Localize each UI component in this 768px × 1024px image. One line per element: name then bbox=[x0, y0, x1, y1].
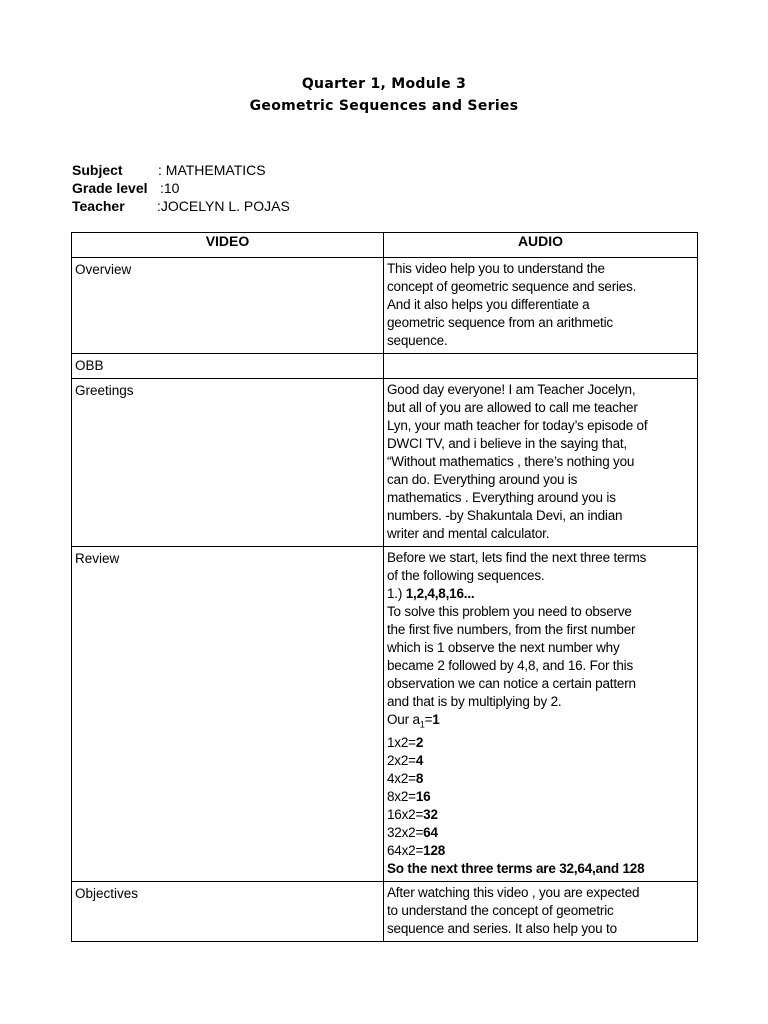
audio-line: numbers. -by Shakuntala Devi, an indian bbox=[387, 508, 623, 523]
audio-line: This video help you to understand the bbox=[387, 261, 605, 276]
audio-line: concept of geometric sequence and series. bbox=[387, 279, 637, 294]
table-row bbox=[72, 881, 698, 941]
audio-cell bbox=[384, 354, 698, 379]
teacher-value: :JOCELYN L. POJAS bbox=[157, 198, 290, 214]
step-line bbox=[387, 824, 694, 842]
audio-cell bbox=[384, 379, 698, 547]
video-cell: Review bbox=[72, 547, 384, 882]
script-table bbox=[71, 232, 698, 942]
subject-value: : MATHEMATICS bbox=[158, 162, 266, 178]
step-expression: 64x2= bbox=[387, 842, 424, 858]
step-result: 64 bbox=[423, 824, 438, 840]
problem-sequence: 1,2,4,8,16... bbox=[405, 586, 475, 601]
audio-line: mathematics . Everything around you is bbox=[387, 490, 616, 505]
step-result: 32 bbox=[423, 806, 438, 822]
first-term-equals: = bbox=[424, 712, 433, 727]
audio-line: which is 1 observe the next number why bbox=[387, 640, 620, 655]
step-result: 16 bbox=[415, 788, 431, 804]
audio-line: To solve this problem you need to observe bbox=[387, 604, 632, 619]
step-expression: 32x2= bbox=[387, 824, 424, 840]
table-row bbox=[72, 547, 698, 882]
step-expression: 16x2= bbox=[387, 806, 424, 822]
audio-line: became 2 followed by 4,8, and 16. For this bbox=[387, 658, 633, 673]
step-result: 2 bbox=[415, 734, 424, 750]
step-line bbox=[387, 842, 694, 860]
video-column-header: VIDEO bbox=[72, 233, 384, 258]
first-term-value: 1 bbox=[432, 712, 440, 727]
first-term-subscript: 1 bbox=[419, 719, 425, 730]
table-header-row bbox=[72, 233, 698, 258]
step-expression: 4x2= bbox=[387, 770, 416, 786]
audio-line: After watching this video , you are expected bbox=[387, 884, 640, 900]
subject-label: Subject bbox=[72, 162, 123, 178]
audio-line: Good day everyone! I am Teacher Jocelyn, bbox=[387, 382, 636, 397]
teacher-line bbox=[72, 197, 290, 215]
audio-line: but all of you are allowed to call me teacher bbox=[387, 400, 638, 415]
module-title: Quarter 1, Module 3 bbox=[301, 76, 467, 92]
video-cell: Objectives bbox=[72, 881, 384, 941]
module-subtitle: Geometric Sequences and Series bbox=[249, 98, 519, 114]
problem-line bbox=[387, 585, 694, 603]
step-line bbox=[387, 806, 694, 824]
step-line bbox=[387, 734, 694, 752]
problem-prefix: 1.) bbox=[387, 586, 406, 601]
table-row bbox=[72, 258, 698, 354]
audio-column-header: AUDIO bbox=[384, 233, 698, 258]
step-line bbox=[387, 788, 694, 806]
audio-line: geometric sequence from an arithmetic bbox=[387, 315, 613, 330]
grade-line bbox=[72, 179, 179, 197]
audio-line: to understand the concept of geometric bbox=[387, 902, 614, 918]
table-row bbox=[72, 379, 698, 547]
grade-label: Grade level bbox=[72, 180, 148, 196]
audio-line: sequence and series. It also help you to bbox=[387, 920, 617, 936]
audio-line: and that is by multiplying by 2. bbox=[387, 694, 562, 709]
audio-line: DWCI TV, and i believe in the saying that, bbox=[387, 436, 627, 451]
audio-cell bbox=[384, 547, 698, 882]
audio-cell bbox=[384, 881, 698, 941]
step-expression: 2x2= bbox=[387, 752, 416, 768]
audio-line: writer and mental calculator. bbox=[387, 526, 550, 541]
audio-line: can do. Everything around you is bbox=[387, 472, 578, 487]
audio-line: Lyn, your math teacher for today’s episode of bbox=[387, 418, 648, 433]
step-expression: 8x2= bbox=[387, 788, 416, 804]
audio-line: the first five numbers, from the first number bbox=[387, 622, 636, 637]
video-cell: Overview bbox=[72, 258, 384, 354]
first-term-line bbox=[387, 711, 694, 734]
audio-line: sequence. bbox=[387, 333, 448, 348]
step-line bbox=[387, 752, 694, 770]
conclusion-line bbox=[387, 860, 694, 878]
conclusion-text: So the next three terms are 32,64,and 128 bbox=[387, 860, 645, 876]
step-result: 4 bbox=[415, 752, 424, 768]
teacher-label: Teacher bbox=[72, 198, 125, 214]
step-result: 128 bbox=[423, 842, 446, 858]
first-term-prefix: Our a bbox=[387, 712, 420, 727]
video-cell: OBB bbox=[72, 354, 384, 379]
step-result: 8 bbox=[415, 770, 424, 786]
subject-line bbox=[72, 161, 266, 179]
step-line bbox=[387, 770, 694, 788]
audio-cell bbox=[384, 258, 698, 354]
grade-value: :10 bbox=[160, 180, 180, 196]
audio-line: And it also helps you differentiate a bbox=[387, 297, 590, 312]
video-cell: Greetings bbox=[72, 379, 384, 547]
audio-line: of the following sequences. bbox=[387, 568, 545, 583]
step-expression: 1x2= bbox=[387, 734, 416, 750]
audio-line: Before we start, lets find the next three terms bbox=[387, 550, 647, 565]
audio-line: “Without mathematics , there’s nothing you bbox=[387, 454, 635, 469]
audio-line: observation we can notice a certain pattern bbox=[387, 676, 636, 691]
table-row bbox=[72, 354, 698, 379]
